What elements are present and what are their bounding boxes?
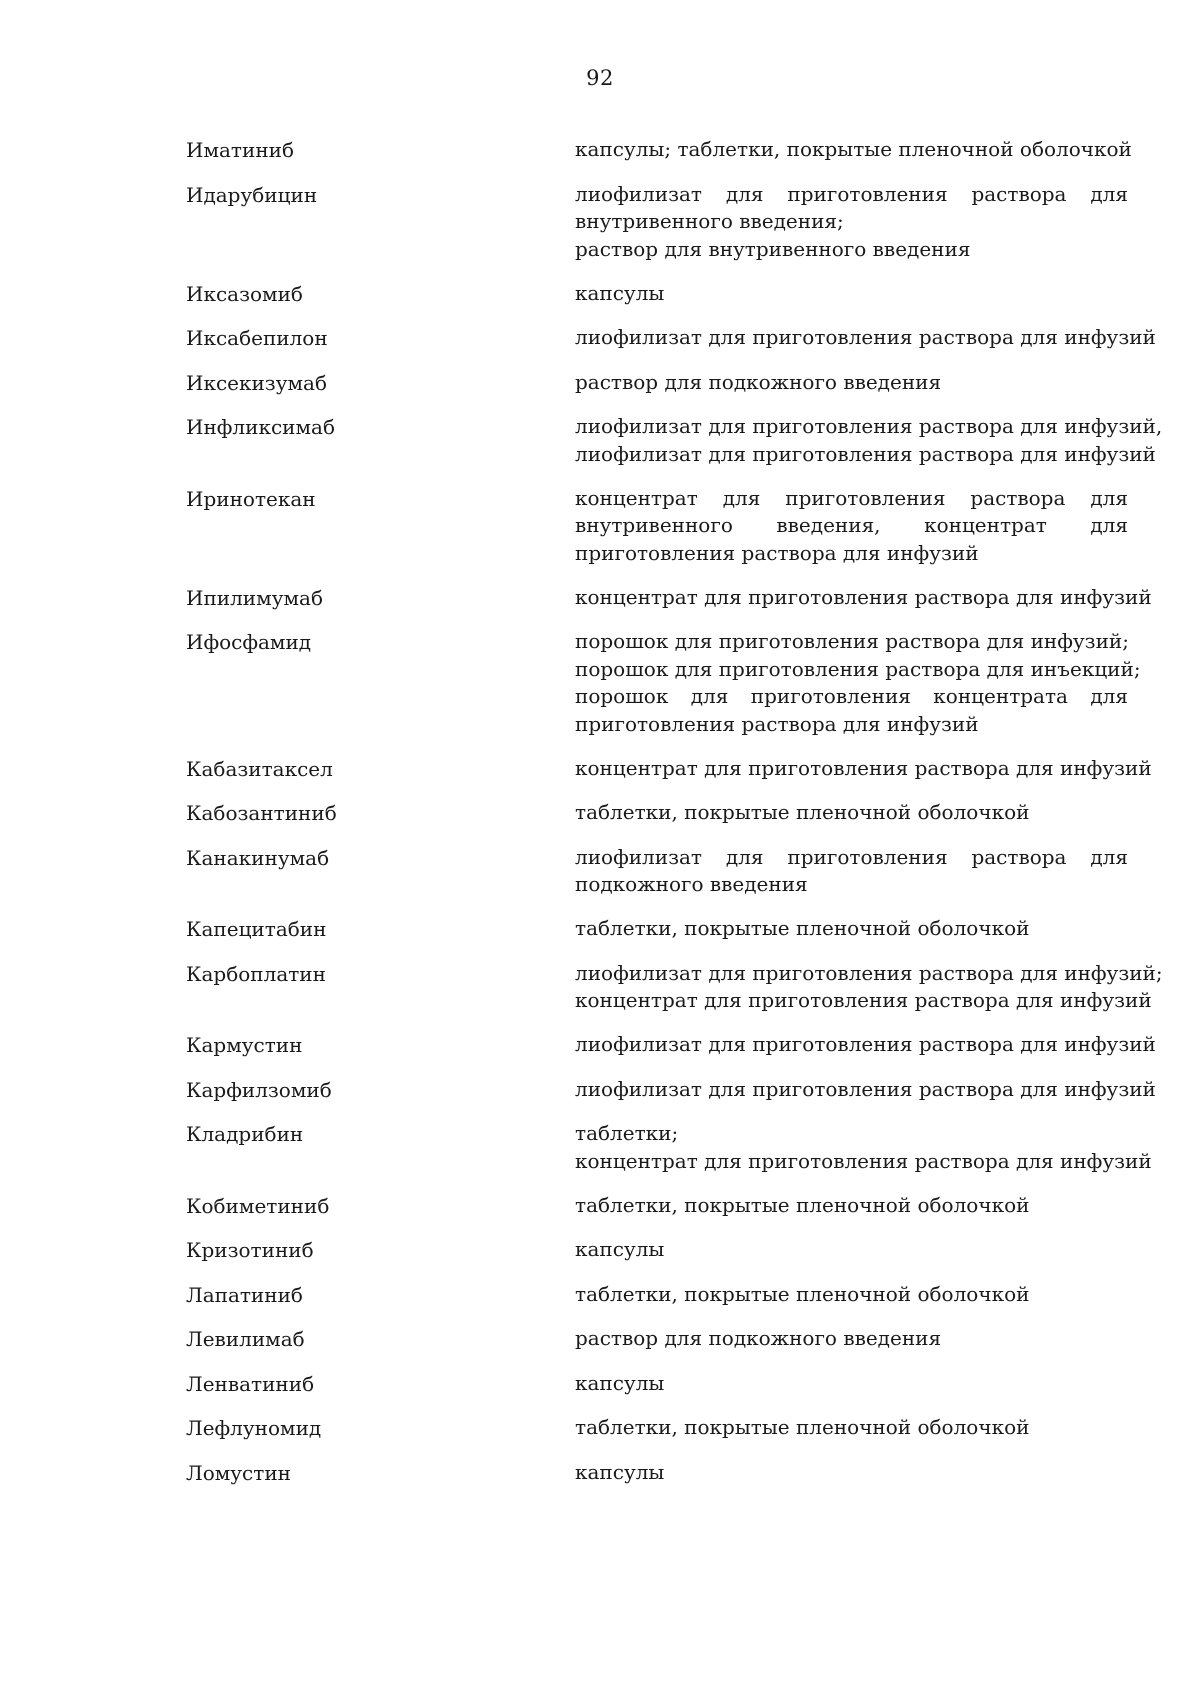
drug-name: Кабазитаксел bbox=[186, 756, 333, 781]
page-number: 92 bbox=[586, 66, 614, 90]
drug-name: Иксабепилон bbox=[186, 326, 328, 350]
dosage-form-line: таблетки, покрытые пленочной оболочкой bbox=[575, 1415, 1030, 1439]
table-row bbox=[0, 1120, 1200, 1175]
table-row bbox=[0, 1325, 1200, 1353]
dosage-form-line: лиофилизат для приготовления раствора для bbox=[575, 844, 1128, 869]
dosage-form bbox=[575, 799, 1128, 827]
table-row bbox=[0, 1281, 1200, 1309]
table-row bbox=[0, 136, 1200, 164]
table-row bbox=[0, 369, 1200, 397]
dosage-form bbox=[575, 181, 1128, 264]
drug-name: Инфликсимаб bbox=[186, 415, 336, 439]
dosage-form bbox=[575, 755, 1152, 783]
dosage-form-line: концентрат для приготовления раствора для инфузий bbox=[575, 755, 1152, 780]
dosage-form bbox=[575, 1120, 1152, 1175]
dosage-form-line: лиофилизат для приготовления раствора для bbox=[575, 181, 1128, 206]
drug-name: Карфилзомиб bbox=[186, 1077, 332, 1102]
dosage-form-line: лиофилизат для приготовления раствора для инфузий bbox=[575, 441, 1156, 466]
drug-name: Иксазомиб bbox=[186, 281, 303, 306]
drug-name: Иксекизумаб bbox=[186, 370, 328, 395]
dosage-form bbox=[575, 1031, 1156, 1059]
table-row bbox=[0, 413, 1200, 468]
table-row bbox=[0, 1236, 1200, 1264]
dosage-form-line: капсулы bbox=[575, 1370, 665, 1395]
drug-table bbox=[0, 136, 1200, 1503]
drug-name: Карбоплатин bbox=[186, 961, 326, 986]
dosage-form-line: внутривенного введения, концентрат для bbox=[575, 513, 1128, 537]
dosage-form-line: внутривенного введения; bbox=[575, 209, 844, 233]
dosage-form-line: таблетки; bbox=[575, 1121, 679, 1145]
dosage-form-line: порошок для приготовления раствора для инфузий; bbox=[575, 629, 1129, 653]
table-row bbox=[0, 1031, 1200, 1059]
table-row bbox=[0, 324, 1200, 352]
dosage-form bbox=[575, 960, 1163, 1015]
dosage-form bbox=[575, 1236, 1128, 1264]
dosage-form bbox=[575, 628, 1141, 738]
dosage-form-line: капсулы bbox=[575, 1237, 665, 1261]
dosage-form-line: капсулы bbox=[575, 1459, 665, 1484]
table-row bbox=[0, 280, 1200, 308]
dosage-form bbox=[575, 485, 1128, 568]
table-row bbox=[0, 1459, 1200, 1487]
dosage-form-line: приготовления раствора для инфузий bbox=[575, 711, 979, 736]
dosage-form-line: капсулы bbox=[575, 280, 665, 305]
dosage-form-line: лиофилизат для приготовления раствора для инфузий, bbox=[575, 414, 1163, 438]
table-row bbox=[0, 1370, 1200, 1398]
dosage-form-line: раствор для подкожного введения bbox=[575, 369, 942, 394]
table-row bbox=[0, 960, 1200, 1015]
dosage-form-line: подкожного введения bbox=[575, 872, 808, 896]
drug-name: Капецитабин bbox=[186, 917, 327, 941]
drug-name: Левилимаб bbox=[186, 1327, 305, 1351]
dosage-form-line: концентрат для приготовления раствора для инфузий bbox=[575, 988, 1152, 1012]
dosage-form-line: приготовления раствора для инфузий bbox=[575, 540, 979, 565]
dosage-form-line: таблетки, покрытые пленочной оболочкой bbox=[575, 1192, 1030, 1217]
dosage-form-line: таблетки, покрытые пленочной оболочкой bbox=[575, 1281, 1030, 1306]
dosage-form-line: таблетки, покрытые пленочной оболочкой bbox=[575, 800, 1030, 824]
dosage-form-line: концентрат для приготовления раствора для bbox=[575, 485, 1128, 510]
drug-name: Иматиниб bbox=[186, 138, 295, 162]
dosage-form bbox=[575, 584, 1152, 612]
dosage-form-line: порошок для приготовления концентрата для bbox=[575, 684, 1128, 708]
dosage-form-line: капсулы; таблетки, покрытые пленочной оболочкой bbox=[575, 137, 1132, 161]
dosage-form bbox=[575, 844, 1128, 899]
dosage-form bbox=[575, 280, 1128, 308]
dosage-form bbox=[575, 413, 1163, 468]
dosage-form bbox=[575, 1192, 1128, 1220]
dosage-form bbox=[575, 1281, 1128, 1309]
table-row bbox=[0, 799, 1200, 827]
drug-name: Кладрибин bbox=[186, 1122, 304, 1146]
dosage-form-line: раствор для внутривенного введения bbox=[575, 236, 971, 261]
table-row bbox=[0, 628, 1200, 738]
dosage-form-line: таблетки, покрытые пленочной оболочкой bbox=[575, 916, 1030, 940]
table-row bbox=[0, 584, 1200, 612]
drug-name: Ломустин bbox=[186, 1460, 291, 1485]
table-row bbox=[0, 755, 1200, 783]
dosage-form-line: раствор для подкожного введения bbox=[575, 1326, 942, 1350]
drug-name: Ипилимумаб bbox=[186, 585, 323, 610]
dosage-form-line: лиофилизат для приготовления раствора для инфузий; bbox=[575, 960, 1163, 985]
drug-name: Иринотекан bbox=[186, 486, 316, 511]
drug-name: Ифосфамид bbox=[186, 630, 312, 654]
dosage-form-line: лиофилизат для приготовления раствора для инфузий bbox=[575, 325, 1156, 349]
drug-name: Лефлуномид bbox=[186, 1416, 322, 1440]
dosage-form bbox=[575, 1414, 1128, 1442]
drug-name: Кабозантиниб bbox=[186, 801, 337, 825]
drug-name: Кармустин bbox=[186, 1033, 303, 1057]
dosage-form bbox=[575, 915, 1128, 943]
drug-name: Лапатиниб bbox=[186, 1282, 303, 1307]
dosage-form bbox=[575, 1370, 1128, 1398]
dosage-form-line: лиофилизат для приготовления раствора для инфузий bbox=[575, 1076, 1156, 1101]
drug-name: Кризотиниб bbox=[186, 1238, 314, 1262]
dosage-form bbox=[575, 369, 1128, 397]
dosage-form-line: концентрат для приготовления раствора для инфузий bbox=[575, 1148, 1152, 1173]
table-row bbox=[0, 1076, 1200, 1104]
table-row bbox=[0, 844, 1200, 899]
drug-name: Канакинумаб bbox=[186, 845, 330, 870]
table-row bbox=[0, 1192, 1200, 1220]
dosage-form bbox=[575, 1076, 1156, 1104]
dosage-form bbox=[575, 136, 1132, 164]
table-row bbox=[0, 485, 1200, 568]
table-row bbox=[0, 1414, 1200, 1442]
dosage-form bbox=[575, 1325, 1128, 1353]
dosage-form-line: порошок для приготовления раствора для инъекций; bbox=[575, 656, 1141, 681]
table-row bbox=[0, 915, 1200, 943]
drug-name: Ленватиниб bbox=[186, 1371, 315, 1396]
drug-name: Идарубицин bbox=[186, 182, 318, 207]
table-row bbox=[0, 181, 1200, 264]
dosage-form-line: лиофилизат для приготовления раствора для инфузий bbox=[575, 1032, 1156, 1056]
dosage-form bbox=[575, 1459, 1128, 1487]
dosage-form bbox=[575, 324, 1156, 352]
dosage-form-line: концентрат для приготовления раствора для инфузий bbox=[575, 584, 1152, 609]
drug-name: Кобиметиниб bbox=[186, 1193, 330, 1218]
